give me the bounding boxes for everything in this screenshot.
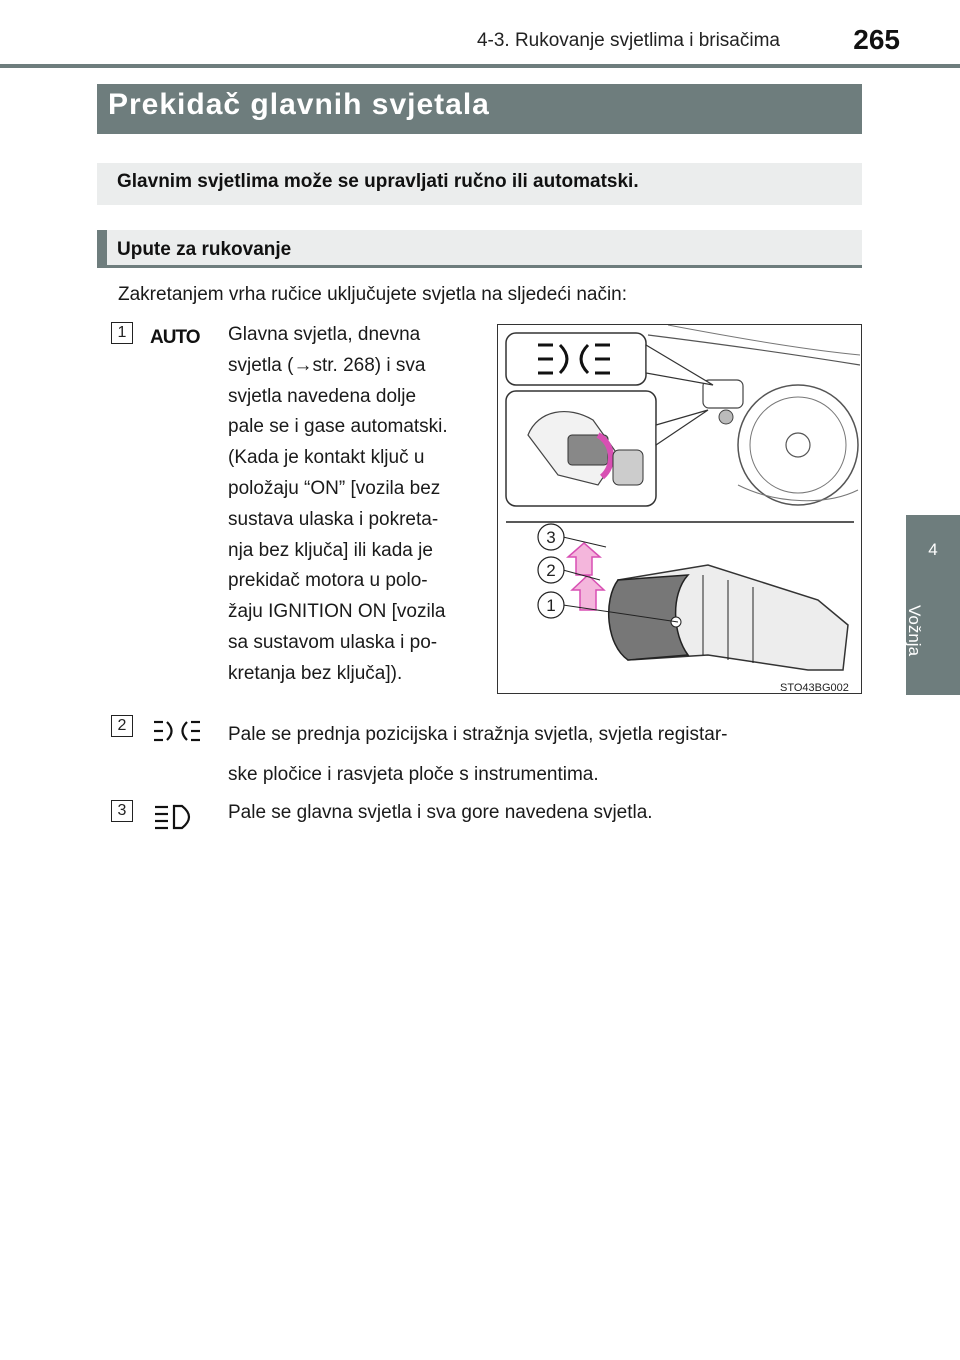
item-1-line: položaju “ON” [vozila bez	[228, 477, 441, 499]
item-1-line: Glavna svjetla, dnevna	[228, 324, 421, 345]
item-1-line: sustava ulaska i pokreta-	[228, 508, 439, 530]
parking-lights-icon	[152, 718, 202, 744]
chapter-label-text: Vožnja	[905, 605, 924, 657]
item-1-line: žaju IGNITION ON [vozila	[228, 601, 446, 623]
item-1-line: pale se i gase automatski.	[228, 416, 448, 438]
auto-symbol: AUTO	[150, 327, 200, 348]
item-2-line: Pale se prednja pozicijska i stražnja svjetla, svjetla registar-	[228, 724, 728, 745]
intro-text: Glavnim svjetlima može se upravljati ručno ili automatski.	[117, 171, 639, 192]
item-2-line: ske pločice i rasvjeta ploče s instrumentima.	[228, 764, 599, 785]
item-1-line: sa sustavom ulaska i po-	[228, 631, 438, 653]
header-rule	[0, 64, 960, 68]
figure-callout-1: 1	[546, 596, 556, 615]
item-3-line: Pale se glavna svjetla i sva gore navedena svjetla.	[228, 802, 653, 823]
figure-code: STO43BG002	[780, 682, 849, 694]
light-switch-figure	[497, 324, 862, 694]
item-3-description	[228, 802, 868, 824]
subheading-accent	[97, 230, 107, 268]
page-number: 265	[853, 24, 900, 55]
figure-callout-2: 2	[546, 561, 556, 580]
chapter-number: 4	[928, 540, 938, 559]
item-1-line: (Kada je kontakt ključ u	[228, 447, 425, 469]
item-1-line: svjetla navedena dolje	[228, 385, 417, 407]
item-1-line: svjetla (→str. 268) i sva	[228, 354, 426, 376]
light-switch-illustration	[498, 325, 860, 692]
item-1-line: nja bez ključa] ili kada je	[228, 539, 433, 561]
subheading: Upute za rukovanje	[117, 239, 292, 260]
item-number-2: 2	[111, 715, 133, 737]
item-number-1: 1	[111, 322, 133, 344]
running-header: 4-3. Rukovanje svjetlima i brisačima	[476, 30, 780, 51]
chapter-label	[905, 605, 950, 675]
item-1-line: prekidač motora u polo-	[228, 570, 428, 592]
item-1-description	[228, 320, 478, 690]
lead-paragraph: Zakretanjem vrha ručice uključujete svjetla na sljedeći način:	[118, 284, 628, 305]
item-number-3: 3	[111, 800, 133, 822]
item-2-description	[228, 715, 868, 795]
headlights-icon	[152, 803, 198, 831]
figure-callout-3: 3	[546, 528, 556, 547]
page-title: Prekidač glavnih svjetala	[108, 88, 490, 121]
item-1-line: kretanja bez ključa]).	[228, 662, 403, 684]
